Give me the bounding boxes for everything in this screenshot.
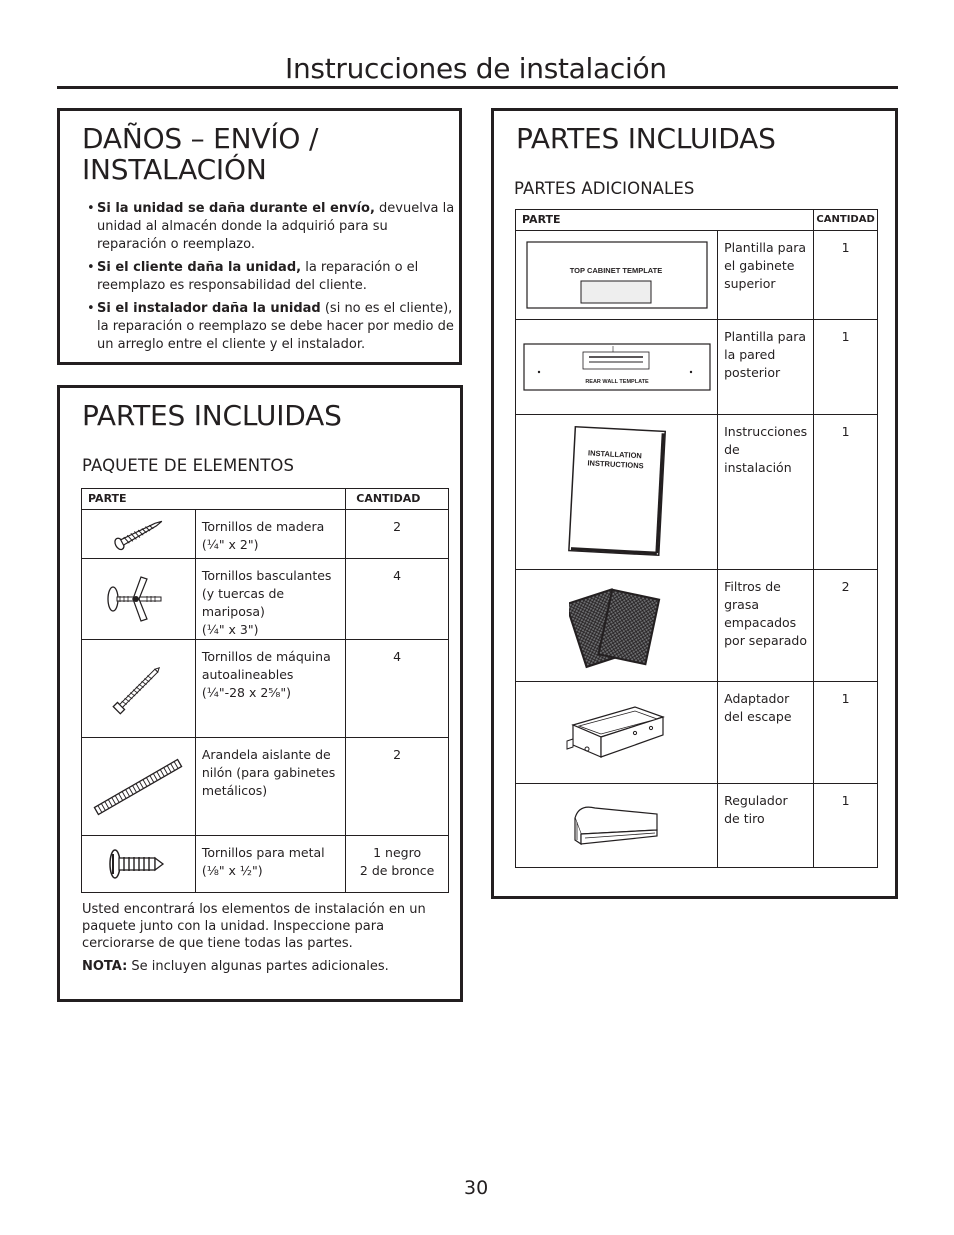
part-description-line: el gabinete — [724, 258, 795, 273]
damage-bullet: • Si el cliente daña la unidad, la reparación o el reemplazo es responsabilidad del cliente. — [87, 259, 457, 295]
grease-filters-icon — [569, 582, 665, 670]
part-description-line: (¼" x 3") — [201, 622, 259, 637]
part-image-cell — [516, 415, 718, 570]
table-row — [82, 510, 449, 559]
col-part-header: PARTE — [516, 210, 814, 231]
part-description-line: metálicos) — [201, 783, 268, 798]
part-quantity-line: 1 — [841, 329, 850, 344]
nylon-washer-strip-icon — [88, 755, 188, 819]
part-image-cell — [82, 640, 196, 738]
title-rule — [57, 86, 898, 89]
part-quantity-line: 1 — [841, 424, 850, 439]
part-description — [718, 570, 814, 682]
additional-parts-subtitle: PARTES ADICIONALES — [514, 179, 695, 198]
part-description — [718, 682, 814, 784]
table-row — [82, 640, 449, 738]
part-description-line: grasa — [724, 597, 760, 612]
part-quantity — [346, 836, 449, 893]
part-description-line: posterior — [724, 365, 781, 380]
part-description — [195, 559, 345, 640]
hardware-parts-title: PARTES INCLUIDAS — [82, 399, 342, 432]
damage-bullet-list — [87, 200, 457, 359]
damage-section — [57, 108, 462, 365]
part-description-line: Regulador — [724, 793, 788, 808]
damage-title — [82, 123, 318, 185]
note-extra — [82, 958, 442, 975]
table-header-row — [516, 210, 878, 231]
col-qty-header: CANTIDAD — [346, 489, 449, 510]
part-description-line: del escape — [724, 709, 792, 724]
part-description-line: Tornillos para metal — [201, 845, 325, 860]
part-description-line: autoalineables — [201, 667, 294, 682]
part-description-line: Filtros de — [724, 579, 781, 594]
col-qty-header: CANTIDAD — [814, 210, 878, 231]
hardware-parts-table — [81, 488, 449, 893]
part-image-cell — [516, 570, 718, 682]
table-row — [82, 738, 449, 836]
part-quantity — [346, 559, 449, 640]
part-quantity — [814, 320, 878, 415]
part-description — [718, 320, 814, 415]
hardware-package-subtitle: PAQUETE DE ELEMENTOS — [82, 456, 295, 475]
part-description-line: empacados — [724, 615, 797, 630]
part-quantity-line: 2 — [393, 519, 402, 534]
part-image-cell — [516, 320, 718, 415]
additional-parts-section — [491, 108, 898, 899]
hardware-parts-section — [57, 385, 463, 1002]
note-text: Usted encontrará los elementos de instalación en un paquete junto con la unidad. Inspeccione para cerciorarse de que tiene todas las partes. — [82, 902, 426, 951]
damage-title-line2: INSTALACIÓN — [82, 153, 267, 186]
note-label: NOTA: — [82, 959, 128, 974]
part-quantity — [814, 682, 878, 784]
part-image-cell — [82, 510, 196, 559]
machine-screw-icon — [106, 657, 170, 721]
top-cabinet-template-icon — [526, 241, 708, 309]
part-image-cell — [516, 231, 718, 320]
damage-bullet: • Si la unidad se daña durante el envío, devuelva la unidad al almacén donde la adquirió para su reparación o reemplazo. — [87, 200, 457, 254]
part-description-line: Tornillos basculantes — [201, 568, 332, 583]
part-description-line: de tiro — [724, 811, 765, 826]
wood-screw-icon — [108, 514, 168, 554]
part-description-line: Tornillos de madera — [201, 519, 325, 534]
part-description — [195, 510, 345, 559]
rear-wall-template-icon — [523, 343, 711, 391]
table-row — [516, 570, 878, 682]
page-title: Instrucciones de instalación — [285, 52, 667, 85]
part-quantity-line: 1 — [841, 793, 850, 808]
part-quantity — [346, 640, 449, 738]
part-description-line: Instrucciones — [724, 424, 808, 439]
part-description-line: Plantilla para — [724, 240, 807, 255]
damper-icon — [565, 800, 669, 852]
part-description-line: (¼" x 2") — [201, 537, 259, 552]
table-row — [82, 836, 449, 893]
part-description-line: de instalación — [724, 442, 792, 475]
part-description-line: la pared — [724, 347, 776, 362]
part-description-line: (⅛" x ½") — [201, 863, 263, 878]
part-description-line: Tornillos de máquina — [201, 649, 331, 664]
part-quantity-line: 4 — [393, 649, 402, 664]
table-row — [82, 559, 449, 640]
part-quantity-line: 2 de bronce — [359, 863, 435, 878]
col-part-header: PARTE — [82, 489, 346, 510]
part-quantity — [814, 231, 878, 320]
part-description — [718, 784, 814, 868]
part-quantity-line: 4 — [393, 568, 402, 583]
part-quantity — [814, 570, 878, 682]
damage-bullet: • Si el instalador daña la unidad (si no es el cliente), la reparación o reemplazo se debe hacer por medio de un arreglo entre el cliente y el instalador. — [87, 300, 457, 354]
part-image-cell — [82, 836, 196, 893]
additional-parts-table — [515, 209, 878, 868]
rear-wall-template-label: REAR WALL TEMPLATE — [584, 379, 649, 385]
part-description-line: Arandela aislante de — [201, 747, 331, 762]
table-row — [516, 784, 878, 868]
part-image-cell — [516, 784, 718, 868]
table-row — [516, 231, 878, 320]
part-description — [718, 231, 814, 320]
part-quantity-line: 1 negro — [373, 845, 422, 860]
part-image-cell — [516, 682, 718, 784]
part-quantity — [814, 415, 878, 570]
part-quantity-line: 1 — [841, 240, 850, 255]
installation-instructions-icon — [562, 425, 672, 559]
metal-screw-icon — [103, 844, 173, 884]
part-description-line: por separado — [724, 633, 807, 648]
part-description-line: (y tuercas de mariposa) — [201, 586, 285, 619]
part-quantity — [346, 510, 449, 559]
installation-instructions-label: INSTALLATIONINSTRUCTIONS — [586, 448, 644, 471]
top-cabinet-template-label: TOP CABINET TEMPLATE — [569, 266, 662, 275]
part-description-line: nilón (para gabinetes — [201, 765, 336, 780]
part-quantity — [814, 784, 878, 868]
damage-title-line1: DAÑOS – ENVÍO / — [82, 122, 319, 155]
table-row — [516, 320, 878, 415]
part-quantity — [346, 738, 449, 836]
part-description — [718, 415, 814, 570]
note-extra-text: Se incluyen algunas partes adicionales. — [127, 959, 389, 974]
table-header-row — [82, 489, 449, 510]
page-number: 30 — [464, 1177, 489, 1199]
part-quantity-line: 2 — [393, 747, 402, 762]
part-description-line: Adaptador — [724, 691, 790, 706]
part-description-line: superior — [724, 276, 776, 291]
part-description — [195, 640, 345, 738]
table-row — [516, 415, 878, 570]
toggle-bolt-icon — [103, 571, 173, 627]
part-image-cell — [82, 559, 196, 640]
part-description-line: (¼"-28 x 2⁵⁄₈") — [201, 685, 292, 700]
part-description — [195, 738, 345, 836]
part-quantity-line: 1 — [841, 691, 850, 706]
additional-parts-title: PARTES INCLUIDAS — [516, 122, 776, 155]
table-row — [516, 682, 878, 784]
part-description-line: Plantilla para — [724, 329, 807, 344]
exhaust-adapter-icon — [565, 701, 669, 765]
part-quantity-line: 2 — [841, 579, 850, 594]
part-description — [195, 836, 345, 893]
part-image-cell — [82, 738, 196, 836]
hardware-note — [82, 901, 442, 981]
